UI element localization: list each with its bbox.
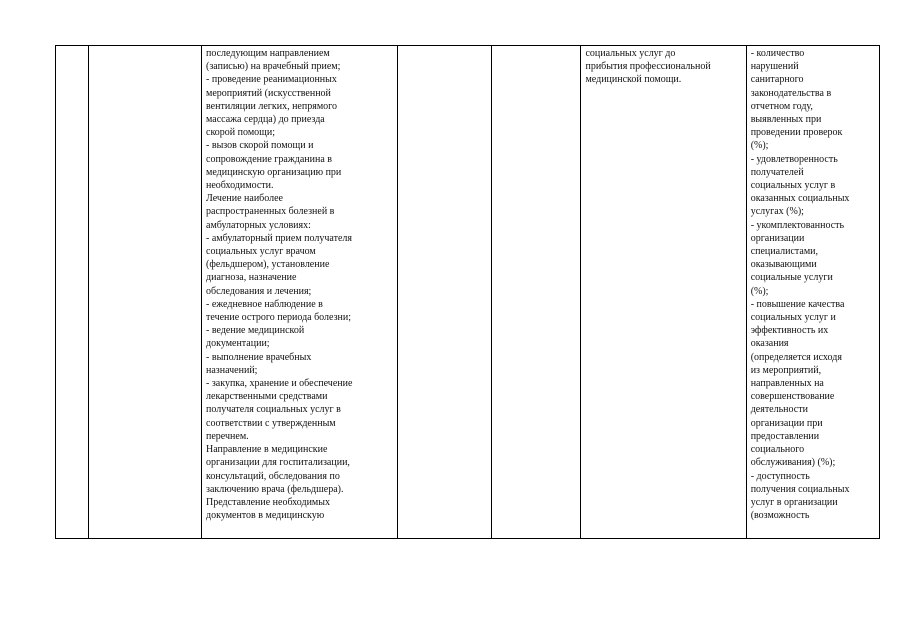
table-cell-quality-indicators (746, 46, 879, 539)
conditions-text: социальных услуг до прибытия профессиональной медицинской помощи. (585, 48, 711, 86)
table-cell-period (491, 46, 581, 539)
table-cell-norm (398, 46, 492, 539)
quality-indicators-text: - количество нарушений санитарного законодательства в отчетном году, выявленных при проведении проверок (%); - удовлетворенность получателей социальных услуг в оказанных социальных услугах (%); - укомплектованность организации специалистами, оказывающими социальные услуги (%); - повышение качества социальных услуг и эффективность их оказания (определяется исходя из мероприятий, направленных на совершенствование деятельности организации при предоставлении социального обслуживания) (%); - доступность получения социальных услуг в организации (возможность (750, 48, 850, 522)
table-row (56, 46, 880, 539)
service-description-text: последующим направлением (записью) на врачебный прием; - проведение реанимационных мероприятий (искусственной вентиляции легких, непрямого массажа сердца) до приезда скорой помощи; - вызов скорой помощи и сопровождение гражданина в медицинскую организацию при необходимости. Лечение наиболее распространенных болезней в амбулаторных условиях: - амбулаторный прием получателя социальных услуг врачом (фельдшером), установление диагноза, назначение обследования и лечения; - ежедневное наблюдение в течение острого периода болезни; - ведение медицинской документации; - выполнение врачебных назначений; - закупка, хранение и обеспечение лекарственными средствами получателя социальных услуг в соответствии с утвержденным перечнем. Направление в медицинские организации для госпитализации, консультаций, обследования по заключению врача (фельдшера). Представление необходимых документов в медицинскую (206, 48, 353, 522)
table-cell-service-description (202, 46, 398, 539)
table-cell-conditions (581, 46, 746, 539)
services-table (55, 45, 880, 539)
table-cell-service-name (89, 46, 202, 539)
table-cell-number (56, 46, 89, 539)
